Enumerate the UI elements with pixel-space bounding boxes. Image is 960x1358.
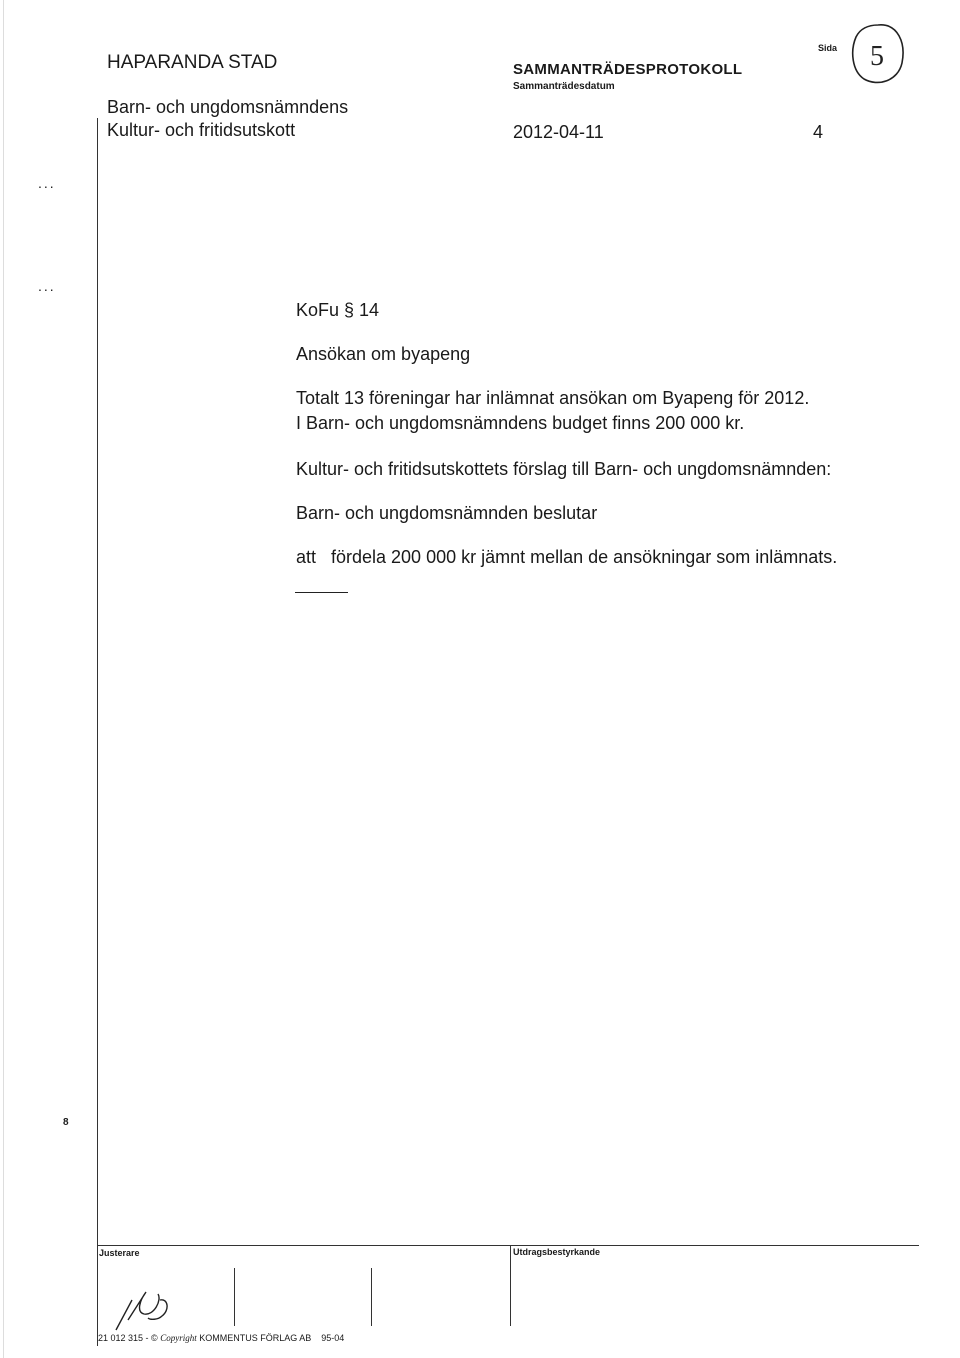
- sida-label: Sida: [818, 43, 838, 53]
- paragraph-line-1: Totalt 13 föreningar har inlämnat ansökan om Byapeng för 2012.: [296, 388, 810, 408]
- decision-intro: Barn- och ungdomsnämnden beslutar: [296, 503, 598, 523]
- protocol-subtitle: Sammanträdesdatum: [513, 81, 615, 92]
- footer-rule: [97, 1245, 919, 1246]
- page-edge-line: [3, 0, 4, 1358]
- protocol-title: SAMMANTRÄDESPROTOKOLL: [513, 61, 743, 78]
- form-code: [98, 1333, 344, 1343]
- form-code-version: 95-04: [321, 1333, 345, 1343]
- department-line-1: Barn- och ungdomsnämndens: [107, 97, 349, 117]
- form-code-copyright: Copyright: [160, 1333, 197, 1343]
- subject-heading: Ansökan om byapeng: [296, 344, 471, 364]
- department-line-2: Kultur- och fritidsutskott: [107, 120, 296, 140]
- form-code-prefix: 21 012 315 - ©: [98, 1333, 158, 1343]
- proposal-text: Kultur- och fritidsutskottets förslag till Barn- och ungdomsnämnden:: [296, 459, 832, 479]
- handwritten-page-stamp: [848, 21, 906, 89]
- signature-divider-2: [371, 1268, 372, 1326]
- margin-mark: 8: [63, 1117, 69, 1128]
- page-number: 4: [813, 122, 824, 142]
- margin-dots-top: ...: [38, 175, 56, 191]
- paragraph-line-2: I Barn- och ungdomsnämndens budget finns 200 000 kr.: [296, 413, 745, 433]
- margin-dots-bottom: ...: [38, 278, 56, 294]
- decision-text: fördela 200 000 kr jämnt mellan de ansökningar som inlämnats.: [331, 547, 838, 567]
- organization-name: HAPARANDA STAD: [107, 52, 278, 73]
- form-code-publisher: KOMMENTUS FÖRLAG AB: [199, 1333, 312, 1343]
- signature-icon: [110, 1270, 180, 1334]
- stamp-number: 5: [870, 41, 884, 72]
- signature-divider-1: [234, 1268, 235, 1326]
- handwritten-signature: [110, 1270, 180, 1334]
- meeting-date: 2012-04-11: [513, 122, 604, 142]
- justerare-label: Justerare: [99, 1248, 140, 1258]
- utdrag-label: Utdragsbestyrkande: [513, 1247, 601, 1257]
- section-reference: KoFu § 14: [296, 300, 380, 320]
- left-margin-rule: [97, 118, 98, 1346]
- circle-stamp-icon: [848, 21, 906, 89]
- signature-divider-3: [510, 1245, 511, 1326]
- end-of-section-rule: [295, 592, 348, 593]
- att-keyword: att: [296, 547, 317, 567]
